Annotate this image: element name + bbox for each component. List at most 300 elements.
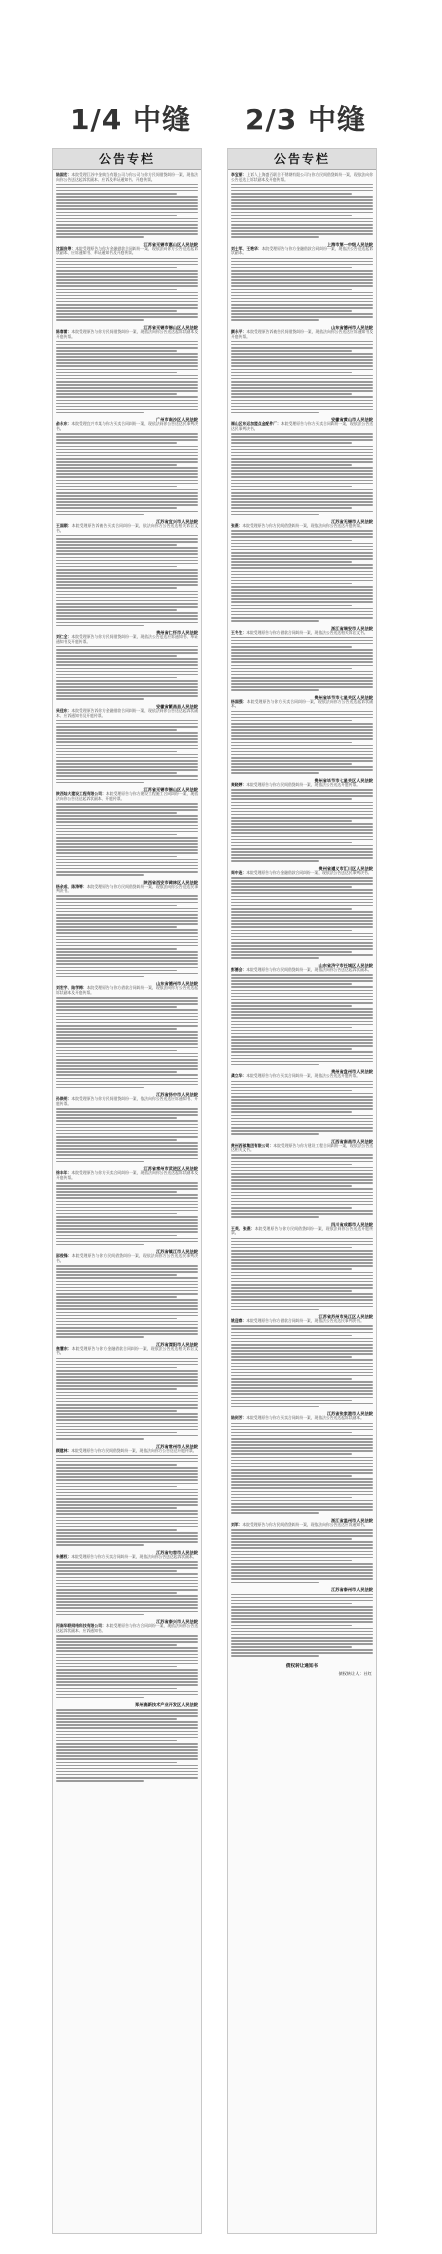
- text-line: [56, 372, 177, 374]
- text-line: [231, 1429, 373, 1431]
- text-line: [231, 446, 373, 448]
- text-line: [231, 1347, 373, 1349]
- text-line: [56, 276, 198, 278]
- text-line: [231, 310, 352, 312]
- text-line: [56, 511, 198, 513]
- text-lines: [231, 789, 373, 862]
- text-line: [231, 993, 373, 995]
- text-line: [231, 854, 373, 856]
- text-line: [56, 193, 177, 195]
- text-line: [56, 1124, 198, 1126]
- text-line: [56, 347, 198, 349]
- text-line: [56, 495, 198, 497]
- text-line: [231, 1494, 373, 1496]
- text-line: [56, 1142, 198, 1144]
- text-line: [231, 1634, 373, 1636]
- text-line: [56, 809, 198, 811]
- text-line: [56, 868, 198, 870]
- text-line: [231, 896, 373, 898]
- notice-text: 本院受理原告与你方金融借款合同纠纷一案，现依法公告送达相关诉讼文书。: [56, 1345, 199, 1356]
- text-line: [56, 381, 198, 383]
- text-line: [231, 202, 373, 204]
- text-line: [56, 1727, 198, 1729]
- text-line: [231, 652, 373, 654]
- text-line: [231, 605, 352, 607]
- text-line: [56, 541, 198, 543]
- text-line: [56, 1567, 198, 1569]
- text-lines: [56, 341, 198, 414]
- text-line: [56, 1382, 198, 1384]
- text-line: [56, 1216, 198, 1218]
- notice-text: 本院受理原告与你方金融借款合同纠纷一案，现依法公告送达民事判决书。: [246, 869, 372, 875]
- text-line: [231, 384, 373, 386]
- text-line: [56, 1084, 198, 1086]
- text-line: [231, 1628, 373, 1630]
- text-line: [56, 295, 198, 297]
- text-line: [56, 898, 198, 900]
- text-line: [231, 889, 373, 891]
- text-line: [231, 1484, 373, 1486]
- text-line: [231, 1491, 373, 1493]
- text-line: [231, 1096, 373, 1098]
- text-line: [56, 208, 198, 210]
- text-line: [56, 591, 198, 593]
- notice-text: 本院受理原告与你方建设工程合同纠纷一案，现依法公告送达相关文书。: [231, 1142, 374, 1153]
- text-line: [56, 1000, 198, 1002]
- text-line: [231, 880, 373, 882]
- text-line: [231, 381, 373, 383]
- text-line: [56, 1580, 198, 1582]
- court-name: 江苏省扬中市人民法院: [156, 1092, 198, 1098]
- text-line: [231, 1432, 352, 1434]
- text-line: [231, 1195, 373, 1197]
- court-name: 江苏省无锡市人民法院: [331, 519, 373, 525]
- text-line: [56, 1577, 198, 1579]
- text-line: [56, 1401, 198, 1403]
- text-line: [231, 580, 373, 582]
- text-line: [231, 1087, 373, 1089]
- column-header: 公告专栏: [53, 149, 201, 170]
- text-line: [231, 190, 373, 192]
- text-line: [231, 1478, 373, 1480]
- notice-addressee: 王英、张燕：: [231, 1225, 255, 1231]
- text-line: [56, 782, 144, 784]
- text-line: [56, 1657, 198, 1659]
- text-line: [231, 986, 373, 988]
- text-line: [231, 814, 373, 816]
- text-line: [231, 689, 319, 691]
- notice-item: [231, 1069, 373, 1134]
- text-line: [231, 230, 373, 232]
- text-line: [231, 1207, 352, 1209]
- text-line: [56, 1638, 198, 1640]
- text-line: [231, 723, 373, 725]
- text-line: [231, 301, 373, 303]
- text-line: [56, 1392, 198, 1394]
- text-line: [56, 1108, 198, 1110]
- text-line: [231, 1563, 373, 1565]
- text-line: [56, 1595, 198, 1597]
- text-line: [231, 1130, 373, 1132]
- notice-text: 本院受理原告与你方民间借贷纠纷一案，现依法向你公告送达开庭传票。: [231, 1225, 374, 1236]
- text-line: [231, 1544, 373, 1546]
- text-lines: [231, 877, 373, 959]
- court-name: 江西省南昌市人民法院: [331, 1138, 373, 1144]
- text-line: [231, 892, 373, 894]
- text-line: [231, 805, 373, 807]
- text-line: [56, 1302, 198, 1304]
- text-line: [231, 957, 319, 959]
- text-line: [231, 1121, 373, 1123]
- text-line: [56, 932, 198, 934]
- text-line: [56, 1486, 177, 1488]
- text-line: [56, 449, 198, 451]
- notice-text: 本院受理原告与你方借款合同纠纷一案，现依法向你方公告送达起诉状副本及开庭传票。: [56, 985, 199, 995]
- text-line: [56, 461, 198, 463]
- text-lines: [56, 997, 198, 1088]
- text-line: [56, 359, 198, 361]
- text-line: [56, 1746, 198, 1748]
- text-line: [231, 1547, 373, 1549]
- notice-addressee: 龚立华：: [231, 1073, 247, 1079]
- notice-item: [231, 778, 373, 862]
- text-lines: [56, 895, 198, 977]
- text-line: [56, 1120, 198, 1122]
- text-line: [231, 292, 373, 294]
- text-line: [56, 1438, 144, 1440]
- notice-text: 本院受理江苏中金典当有限公司与你公司与你方民间借贷纠纷一案，现依法向你公告送达起诉状副本、应诉及举证通知书、开庭传票。: [56, 172, 199, 182]
- text-line: [231, 264, 373, 266]
- text-line: [231, 359, 373, 361]
- text-line: [56, 1691, 198, 1693]
- text-line: [56, 766, 198, 768]
- notice-addressee: 陆国宏：: [56, 172, 72, 177]
- text-line: [231, 1621, 373, 1623]
- text-line: [231, 313, 373, 315]
- text-line: [56, 668, 198, 670]
- text-line: [56, 292, 198, 294]
- text-line: [56, 1476, 198, 1478]
- text-line: [56, 1219, 198, 1221]
- text-line: [231, 227, 373, 229]
- text-line: [56, 1483, 198, 1485]
- text-line: [56, 492, 198, 494]
- text-line: [231, 883, 373, 885]
- text-line: [56, 1526, 198, 1528]
- court-name: 江苏省常州市人民法院: [156, 1443, 198, 1449]
- text-line: [231, 1375, 373, 1377]
- text-line: [231, 1081, 373, 1083]
- text-line: [56, 365, 198, 367]
- notice-body: [56, 986, 198, 995]
- notice-item: [231, 1139, 373, 1218]
- notice-body: [56, 885, 198, 894]
- notice-item: [56, 1092, 198, 1162]
- text-line: [56, 313, 198, 315]
- text-line: [231, 658, 373, 660]
- notice-body: [231, 700, 373, 709]
- text-line: [56, 566, 177, 568]
- text-line: [231, 820, 352, 822]
- text-line: [56, 187, 198, 189]
- text-line: [231, 184, 373, 186]
- text-line: [231, 449, 373, 451]
- text-line: [231, 1256, 373, 1258]
- text-line: [56, 775, 198, 777]
- text-line: [56, 298, 198, 300]
- text-line: [231, 1213, 373, 1215]
- court-name: 江苏省常州市武进区人民法院: [143, 1166, 198, 1172]
- text-line: [231, 212, 373, 214]
- text-line: [231, 1575, 373, 1577]
- text-line: [56, 1148, 198, 1150]
- text-line: [231, 1108, 373, 1110]
- text-line: [56, 196, 198, 198]
- text-line: [231, 677, 373, 679]
- text-line: [231, 996, 373, 998]
- text-line: [56, 970, 177, 972]
- text-line: [56, 828, 198, 830]
- text-line: [231, 1578, 373, 1580]
- text-line: [231, 267, 352, 269]
- text-line: [231, 1393, 373, 1395]
- text-line: [56, 1139, 177, 1141]
- text-line: [56, 400, 198, 402]
- text-line: [56, 1034, 198, 1036]
- text-line: [56, 754, 198, 756]
- notice-body: [231, 1319, 373, 1324]
- text-line: [56, 1081, 198, 1083]
- text-line: [231, 661, 373, 663]
- text-line: [231, 1309, 319, 1311]
- text-line: [56, 1435, 198, 1437]
- text-line: [56, 741, 198, 743]
- text-line: [231, 671, 373, 673]
- text-line: [56, 1598, 198, 1600]
- text-line: [56, 563, 198, 565]
- text-line: [56, 498, 198, 500]
- text-line: [56, 289, 177, 291]
- text-line: [56, 1241, 198, 1243]
- text-line: [231, 951, 352, 953]
- text-line: [231, 492, 373, 494]
- text-line: [56, 1419, 198, 1421]
- text-line: [56, 480, 198, 482]
- notice-addressee: 福山区东运加盟点金配件厂：: [231, 421, 281, 427]
- text-line: [56, 936, 198, 938]
- notice-addressee: 李宝丽：: [231, 172, 247, 177]
- text-line: [56, 960, 198, 962]
- text-line: [56, 409, 198, 411]
- text-line: [231, 236, 319, 238]
- notice-list: [228, 170, 376, 1657]
- text-line: [56, 658, 198, 660]
- text-line: [56, 609, 177, 611]
- text-line: [231, 1475, 352, 1477]
- text-lines: [231, 1423, 373, 1514]
- court-name: 山东省济宁市任城区人民法院: [318, 963, 373, 968]
- text-line: [56, 212, 198, 214]
- text-line: [231, 546, 373, 548]
- text-line: [231, 396, 373, 398]
- text-line: [231, 886, 352, 888]
- text-line: [56, 600, 198, 602]
- text-line: [231, 467, 373, 469]
- notice-text: 本院受理原告与你方买卖合同纠纷一案，现依法公告送达起诉状副本。: [246, 1415, 364, 1421]
- text-line: [56, 1564, 198, 1566]
- text-line: [56, 1752, 198, 1754]
- court-name: 浙江省瑞安市人民法院: [331, 625, 373, 631]
- text-line: [56, 821, 198, 823]
- text-line: [56, 818, 198, 820]
- text-line: [231, 455, 373, 457]
- text-line: [56, 1274, 177, 1276]
- text-line: [231, 1048, 352, 1050]
- notice-addressee: 徐丰年：: [56, 1170, 72, 1176]
- text-lines: [231, 1238, 373, 1311]
- text-line: [231, 261, 373, 263]
- text-line: [231, 729, 373, 731]
- text-line: [231, 751, 373, 753]
- notice-addressee: 陈春雷：: [56, 329, 72, 335]
- text-line: [56, 1697, 144, 1699]
- text-line: [56, 612, 198, 614]
- text-line: [56, 874, 144, 876]
- text-lines: [231, 433, 373, 515]
- court-name: 山东省德州市人民法院: [156, 981, 198, 987]
- text-line: [56, 344, 198, 346]
- text-line: [231, 558, 373, 560]
- notice-body: [231, 173, 373, 182]
- text-line: [231, 1247, 352, 1249]
- text-line: [231, 1406, 319, 1408]
- text-line: [231, 1378, 352, 1380]
- text-line: [231, 224, 373, 226]
- text-line: [56, 1028, 177, 1030]
- text-line: [56, 1583, 198, 1585]
- text-line: [56, 1127, 198, 1129]
- text-line: [56, 1681, 198, 1683]
- text-line: [231, 362, 373, 364]
- text-line: [231, 1017, 373, 1019]
- text-line: [231, 917, 373, 919]
- notice-addressee: 张燕：: [231, 523, 243, 529]
- text-line: [231, 540, 352, 542]
- text-lines: [231, 1154, 373, 1217]
- text-line: [231, 802, 373, 804]
- text-line: [56, 285, 198, 287]
- court-name: 贵州省遵义市汇川区人民法院: [318, 865, 373, 871]
- text-line: [231, 1250, 373, 1252]
- text-line: [56, 1379, 198, 1381]
- text-line: [231, 1124, 373, 1126]
- text-line: [231, 717, 373, 719]
- text-line: [56, 1370, 198, 1372]
- text-line: [231, 745, 373, 747]
- text-line: [231, 1170, 373, 1172]
- notice-item: [56, 1249, 198, 1337]
- text-line: [56, 264, 198, 266]
- text-line: [56, 1201, 198, 1203]
- text-line: [231, 393, 352, 395]
- text-line: [56, 1299, 198, 1301]
- notice-item: [231, 1518, 373, 1583]
- text-line: [231, 1259, 373, 1261]
- text-line: [231, 412, 319, 414]
- text-line: [231, 369, 373, 371]
- text-line: [56, 1296, 177, 1298]
- text-line: [56, 1333, 198, 1335]
- text-line: [56, 1765, 198, 1767]
- text-line: [56, 190, 198, 192]
- text-line: [231, 598, 373, 600]
- notice-body: [231, 968, 373, 973]
- notice-body: [56, 1097, 198, 1106]
- notice-text: 本院受理原告诉你方金融借款合同纠纷一案，现依法向你公告送达起诉状副本、应诉通知书及开庭传票。: [56, 708, 199, 718]
- text-line: [231, 555, 373, 557]
- text-line: [231, 601, 373, 603]
- text-line: [56, 202, 198, 204]
- text-line: [56, 1461, 198, 1463]
- court-name: 江苏省张家港市人民法院: [326, 1411, 373, 1417]
- text-line: [56, 273, 198, 275]
- notice-item: [231, 1411, 373, 1513]
- court-name: 江苏省宜兴市人民法院: [156, 519, 198, 525]
- text-line: [231, 999, 373, 1001]
- text-line: [231, 1535, 373, 1537]
- text-line: [56, 1510, 198, 1512]
- text-line: [231, 829, 373, 831]
- text-line: [56, 772, 177, 774]
- text-line: [56, 1385, 198, 1387]
- text-line: [231, 1002, 373, 1004]
- text-line: [231, 1253, 373, 1255]
- text-line: [56, 1056, 198, 1058]
- text-line: [231, 464, 352, 466]
- text-line: [56, 501, 198, 503]
- text-line: [231, 1463, 373, 1465]
- text-line: [231, 845, 373, 847]
- text-line: [231, 1529, 373, 1531]
- text-line: [231, 811, 373, 813]
- notice-body: [231, 524, 373, 529]
- text-line: [231, 1084, 373, 1086]
- text-line: [56, 1265, 198, 1267]
- text-line: [56, 514, 144, 516]
- text-line: [56, 384, 198, 386]
- text-line: [56, 572, 198, 574]
- text-line: [56, 615, 198, 617]
- court-name: 江苏省溧阳市人民法院: [156, 1341, 198, 1347]
- text-line: [56, 1611, 198, 1613]
- notice-body: [231, 330, 373, 339]
- text-line: [231, 387, 373, 389]
- text-lines: [56, 1455, 198, 1546]
- text-line: [231, 990, 373, 992]
- text-line: [56, 760, 198, 762]
- text-line: [56, 652, 198, 654]
- text-line: [56, 205, 198, 207]
- text-line: [231, 686, 373, 688]
- text-line: [231, 1506, 373, 1508]
- notice-item: [231, 1314, 373, 1407]
- text-line: [56, 393, 177, 395]
- text-line: [231, 1551, 373, 1553]
- text-line: [56, 908, 198, 910]
- text-line: [56, 1688, 177, 1690]
- text-line: [231, 514, 319, 516]
- text-line: [56, 1059, 198, 1061]
